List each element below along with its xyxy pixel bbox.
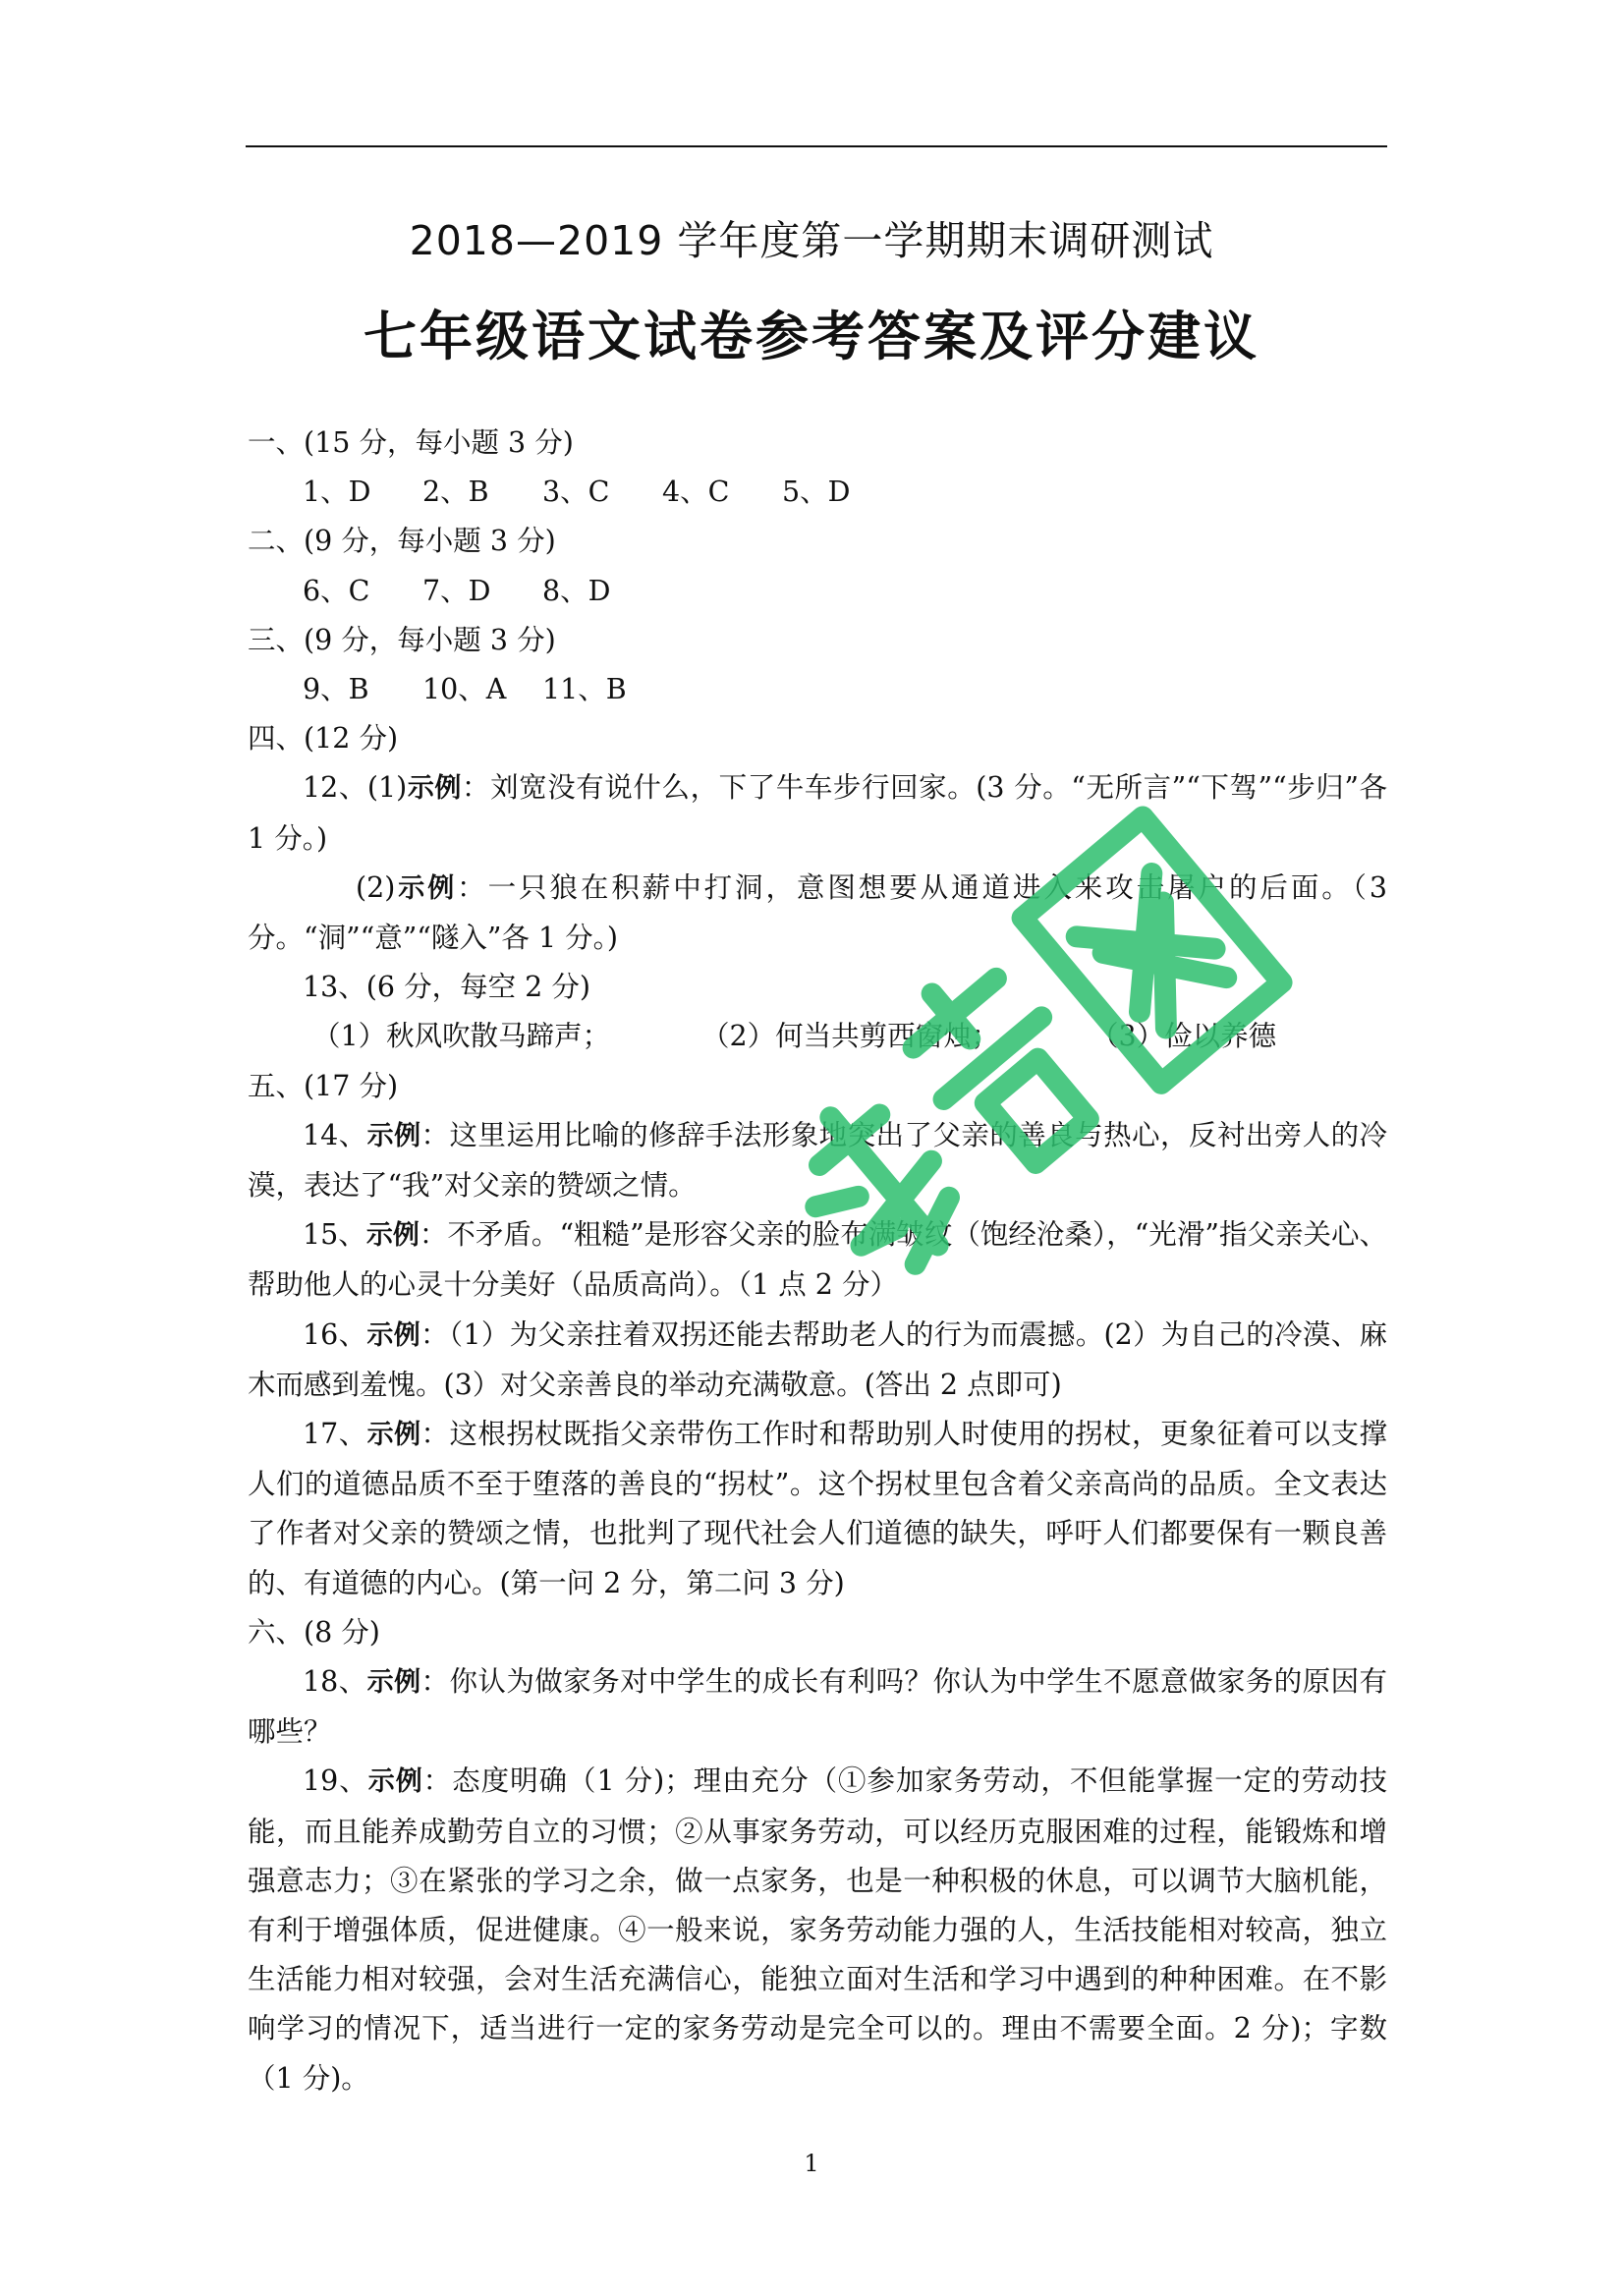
question-number: 15、 xyxy=(303,1218,366,1252)
question-number: 14、 xyxy=(303,1118,367,1151)
answer-row-1 xyxy=(248,468,1387,517)
answer-text: ：不矛盾。“粗糙”是形容父亲的脸布满皱纹（饱经沧桑），“光滑”指父亲关心、帮助他人的心灵十分美好（品质高尚）。（1 点 2 分） xyxy=(248,1218,1388,1302)
answer-text: ：你认为做家务对中学生的成长有利吗？你认为中学生不愿意做家务的原因有哪些？ xyxy=(248,1664,1388,1749)
question-number: 19、 xyxy=(303,1764,368,1798)
answer-item: 6、C xyxy=(303,574,370,607)
answer-item: 8、D xyxy=(542,574,611,607)
question-number: 16、 xyxy=(303,1317,367,1351)
page-number: 1 xyxy=(804,2150,819,2177)
question-number: 17、 xyxy=(303,1417,367,1450)
answer-item: 7、D xyxy=(422,574,491,607)
question-number: 12、(1) xyxy=(303,771,408,805)
question-16 xyxy=(248,1311,1387,1410)
example-label: 示例 xyxy=(366,1666,421,1698)
answer-item: 2、B xyxy=(422,476,489,509)
answer-row-2 xyxy=(248,567,1387,616)
answer-item: 10、A xyxy=(422,672,507,705)
section-heading-4: 四、(12 分) xyxy=(248,722,399,756)
question-13-heading: 13、(6 分，每空 2 分) xyxy=(303,971,590,1004)
exam-title: 2018—2019 学年度第一学期期末调研测试 xyxy=(409,217,1214,264)
example-label: 示例 xyxy=(365,1220,420,1252)
answer-text: ：这里运用比喻的修辞手法形象地突出了父亲的善良与热心，反衬出旁人的冷漠，表达了“我”对父亲的赞颂之情。 xyxy=(248,1118,1388,1202)
example-label: 示例 xyxy=(366,1419,421,1450)
example-label: 示例 xyxy=(395,872,458,904)
answer-text: ：这根拐杖既指父亲带伤工作时和帮助别人时使用的拐杖，更象征着可以支撑人们的道德品质不至于堕落的善良的“拐杖”。这个拐杖里包含着父亲高尚的品质。全文表达了作者对父亲的赞颂之情，也批判了现代社会人们道德的缺失，呼吁人们都要保有一颗良善的、有道德的内心。(第一问 2 分，第二问 3 分) xyxy=(248,1417,1388,1599)
answer-item: 3、C xyxy=(542,476,610,509)
example-label: 示例 xyxy=(366,1319,421,1351)
section-heading-6: 六、(8 分) xyxy=(248,1615,380,1649)
answer-item: 1、D xyxy=(303,476,371,509)
answer-text: ：（1）为父亲拄着双拐还能去帮助老人的行为而震撼。(2）为自己的冷漠、麻木而感到羞愧。(3）对父亲善良的举动充满敬意。(答出 2 点即可) xyxy=(248,1317,1388,1401)
header-rule xyxy=(246,145,1387,147)
question-14 xyxy=(248,1111,1387,1210)
question-12-1 xyxy=(248,763,1387,863)
section-heading-5: 五、(17 分) xyxy=(248,1069,399,1102)
question-18 xyxy=(248,1657,1387,1757)
section-heading-1: 一、(15 分，每小题 3 分) xyxy=(248,426,574,459)
document-title: 七年级语文试卷参考答案及评分建议 xyxy=(364,306,1259,367)
example-label: 示例 xyxy=(367,1766,423,1798)
question-number: 18、 xyxy=(303,1664,367,1698)
section-heading-3: 三、(9 分，每小题 3 分) xyxy=(248,623,556,656)
question-12-2 xyxy=(248,864,1387,963)
answer-body xyxy=(248,419,1387,2103)
answer-text: ：态度明确（1 分)；理由充分（①参加家务劳动，不但能掌握一定的劳动技能，而且能养成勤劳自立的习惯；②从事家务劳动，可以经历克服困难的过程，能锻炼和增强意志力；③在紧张的学习之余，做一点家务，也是一种积极的休息，可以调节大脑机能，有利于增强体质，促进健康。④一般来说，家务劳动能力强的人，生活技能相对较高，独立生活能力相对较强，会对生活充满信心，能独立面对生活和学习中遇到的种种困难。在不影响学习的情况下，适当进行一定的家务劳动是完全可以的。理由不需要全面。2 分)；字数（1 分)。 xyxy=(248,1764,1388,2095)
answer-item: （2）何当共剪西窗烛； xyxy=(701,1020,1000,1053)
answer-item: 9、B xyxy=(303,672,369,705)
example-label: 示例 xyxy=(366,1120,421,1151)
question-17 xyxy=(248,1410,1387,1608)
answer-text: ：刘宽没有说什么，下了牛车步行回家。(3 分。“无所言”“下驾”“步归”各 1 分。) xyxy=(248,771,1388,855)
question-15 xyxy=(248,1210,1387,1310)
question-19 xyxy=(248,1757,1387,2102)
answer-item: 11、B xyxy=(542,672,627,705)
example-label: 示例 xyxy=(407,773,462,805)
answer-item: 4、C xyxy=(662,476,730,509)
answer-text: ：一只狼在积薪中打洞，意图想要从通道进入来攻击屠户的后面。（3 分。“洞”“意”“隧入”各 1 分。) xyxy=(248,870,1387,954)
answer-item: 5、D xyxy=(782,476,851,509)
section-heading-2: 二、(9 分，每小题 3 分) xyxy=(248,525,556,558)
answer-row-3 xyxy=(248,665,1387,714)
question-13-answers xyxy=(248,1012,1387,1061)
question-number: (2) xyxy=(356,870,396,904)
answer-item: （1）秋风吹散马蹄声； xyxy=(312,1020,611,1053)
answer-item: （3）俭以养德 xyxy=(1091,1020,1277,1053)
